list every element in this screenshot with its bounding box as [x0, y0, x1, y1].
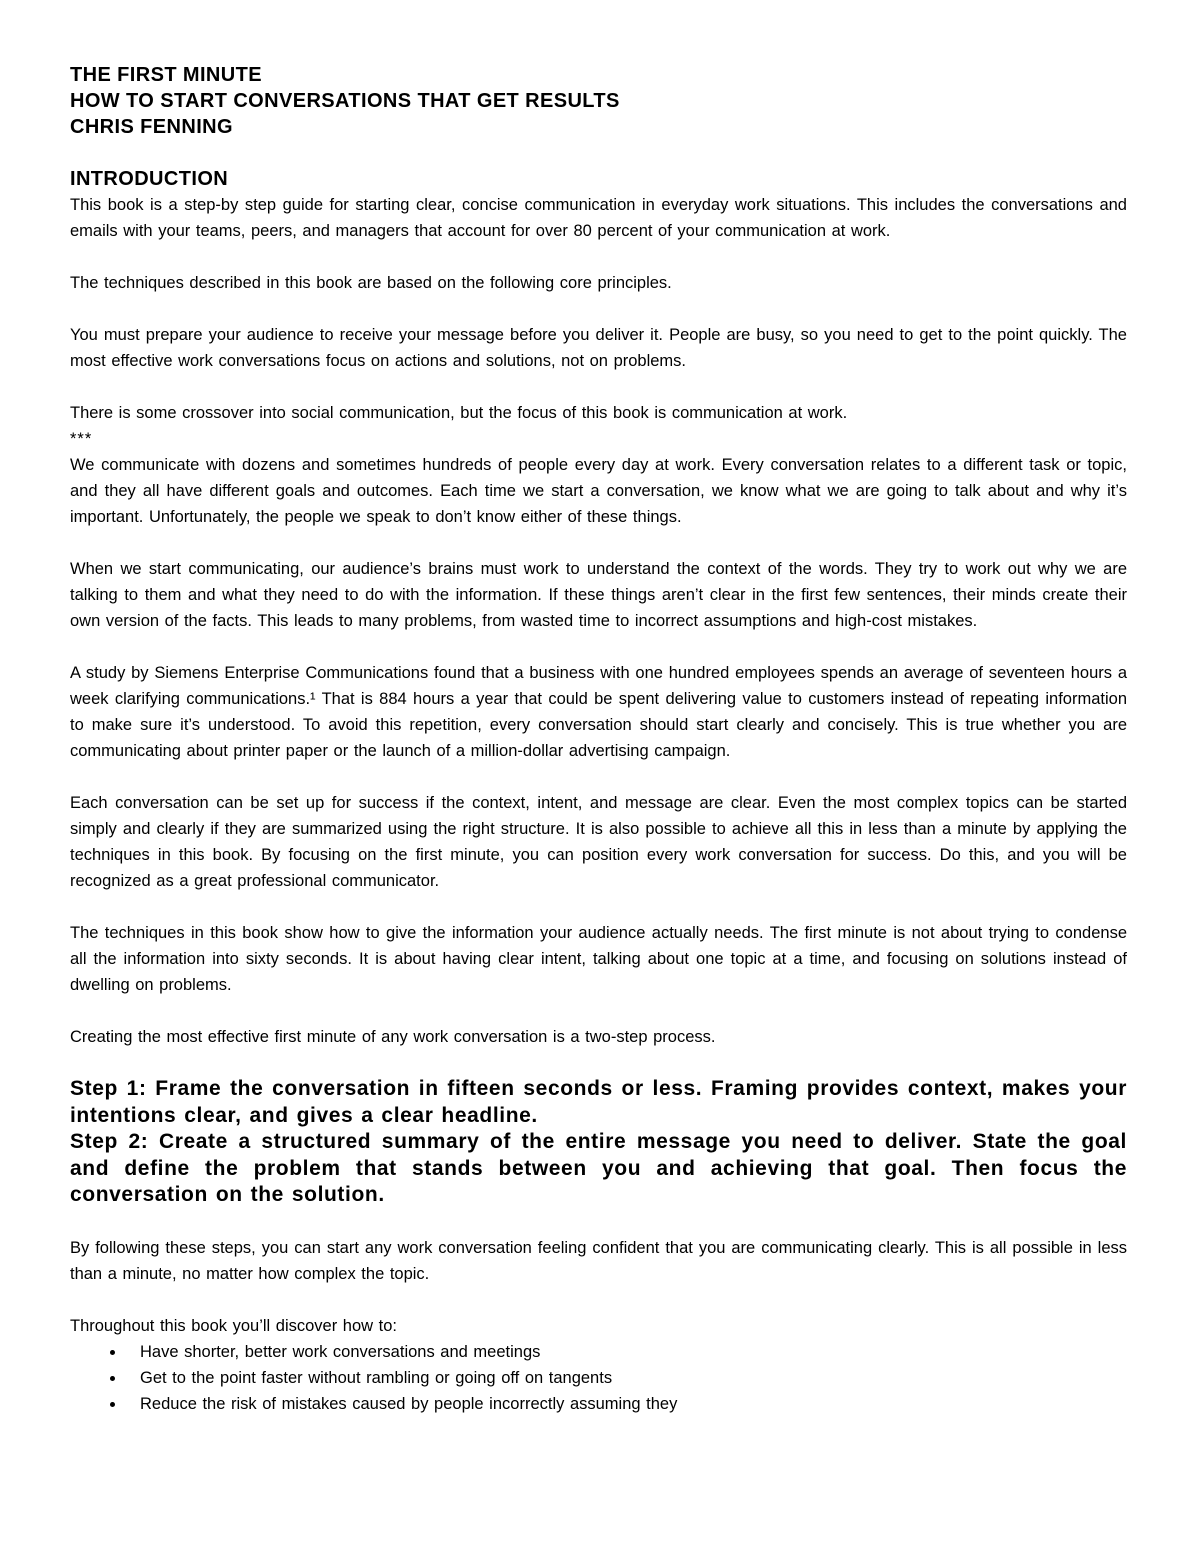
list-item: • Get to the point faster without rambling or going off on tangents [126, 1365, 1127, 1391]
paragraph-prepare: You must prepare your audience to receive your message before you deliver it. People are busy, so you need to get to the point quickly. The most effective work conversations focus on actions and solutions, not on problems. [70, 326, 1127, 370]
paragraph-show: The techniques in this book show how to give the information your audience actually needs. The first minute is not about trying to condense all the information into sixty seconds. It is about having clear intent, talking about one topic at a time, and focusing on solutions instead of dwelling on problems. [70, 924, 1127, 994]
book-title: THE FIRST MINUTE [70, 64, 262, 86]
paragraph-siemens-study: A study by Siemens Enterprise Communications found that a business with one hundred employees spends an average of seventeen hours a week clarifying communications.¹ That is 884 hours a year that could be spent delivering value to customers instead of repeating information to make sure it’s understood. To avoid this repetition, every conversation should start clearly and concisely. This is true whether you are communicating about printer paper or the launch of a million-dollar advertising campaign. [70, 664, 1127, 760]
paragraph-success: Each conversation can be set up for success if the context, intent, and message are clear. Even the most complex topics can be started simply and clearly if they are summarized using the right structure. It is also possible to achieve all this in less than a minute by applying the techniques in this book. By focusing on the first minute, you can position every work conversation for success. Do this, and you will be recognized as a great professional communicator. [70, 794, 1127, 890]
paragraph-two-step: Creating the most effective first minute of any work conversation is a two-step process. [70, 1028, 716, 1046]
step-2-text: Step 2: Create a structured summary of the entire message you need to deliver. State the goal and define the problem that stands between you and achieving that goal. Then focus the conversation on the solution. [70, 1130, 1127, 1206]
paragraph-crossover: There is some crossover into social communication, but the focus of this book is communication at work. [70, 404, 848, 422]
step-1-text: Step 1: Frame the conversation in fifteen seconds or less. Framing provides context, makes your intentions clear, and gives a clear headline. [70, 1077, 1127, 1127]
paragraph-following: By following these steps, you can start any work conversation feeling confident that you are communicating clearly. This is all possible in less than a minute, no matter how complex the topic. [70, 1238, 1127, 1283]
section-heading: INTRODUCTION [70, 168, 229, 190]
list-item: • Have shorter, better work conversations and meetings [126, 1339, 1127, 1365]
paragraph-techniques: The techniques described in this book are based on the following core principles. [70, 274, 672, 292]
list-item: • Reduce the risk of mistakes caused by people incorrectly assuming they [126, 1391, 1127, 1417]
paragraph-communicate: We communicate with dozens and sometimes hundreds of people every day at work. Every conversation relates to a different task or topic, and they all have different goals and outcomes. Each time we start a conversation, we know what we are going to talk about and why it’s important. Unfortunately, the people we speak to don’t know either of these things. [70, 456, 1127, 526]
book-author: CHRIS FENNING [70, 116, 233, 138]
paragraph-discover: Throughout this book you’ll discover how to: [70, 1316, 398, 1335]
bullet-list [70, 1339, 1127, 1417]
section-separator: *** [70, 430, 93, 448]
paragraph-brains: When we start communicating, our audience’s brains must work to understand the context of the words. They try to work out why we are talking to them and what they need to do with the information. If these things aren’t clear in the first few sentences, their minds create their own version of the facts. This leads to many problems, from wasted time to incorrect assumptions and high-cost mistakes. [70, 560, 1127, 630]
paragraph-intro: This book is a step-by step guide for starting clear, concise communication in everyday work situations. This includes the conversations and emails with your teams, peers, and managers that account for over 80 percent of your communication at work. [70, 196, 1127, 240]
steps-callout [70, 1076, 1127, 1209]
book-subtitle: HOW TO START CONVERSATIONS THAT GET RESULTS [70, 90, 620, 112]
